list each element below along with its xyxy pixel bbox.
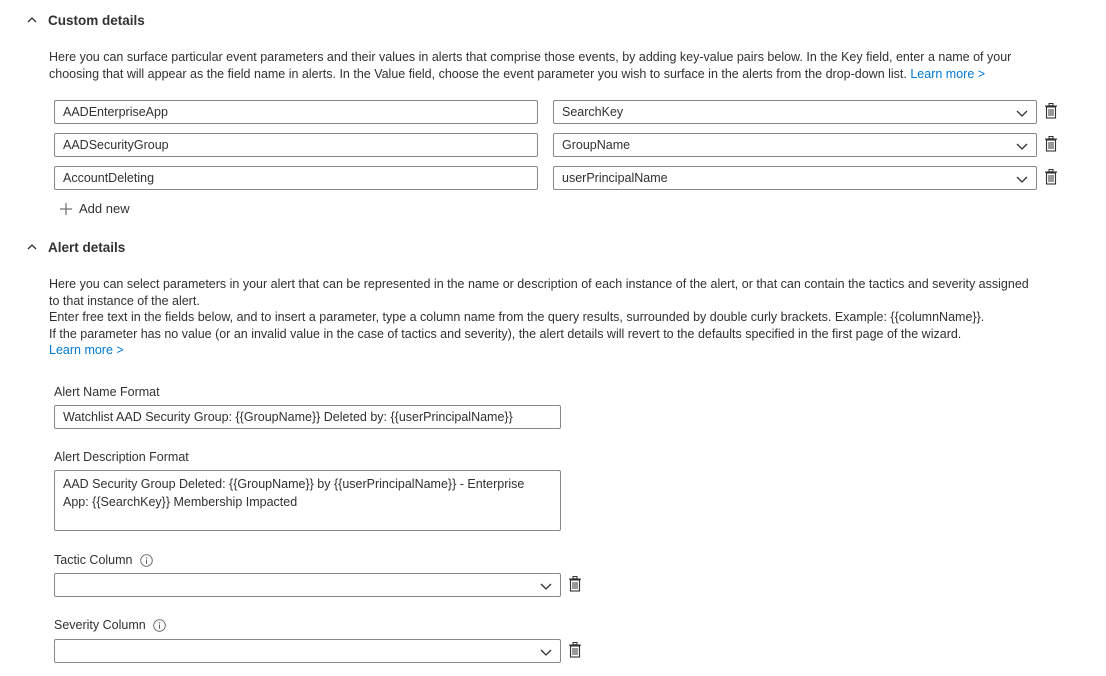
chevron-down-icon (1016, 107, 1028, 119)
alert-description-format-textarea[interactable] (54, 470, 561, 531)
alert-details-description-line3: Enter free text in the fields below, and to insert a parameter, type a column name from the query results, surrounded by double curly brackets. Example: {{columnName}}. (49, 310, 985, 324)
tactic-column-label (54, 553, 153, 567)
custom-details-description-line1: Here you can surface particular event parameters and their values in alerts that comprise those events, by adding key-value pairs below. In the Key field, enter a name of your (49, 50, 1012, 64)
delete-row-2-trash-icon[interactable] (1044, 136, 1058, 152)
info-icon[interactable] (140, 554, 153, 567)
chevron-down-icon (540, 646, 552, 658)
chevron-down-icon (540, 580, 552, 592)
info-icon[interactable] (153, 619, 166, 632)
delete-row-1-trash-icon[interactable] (1044, 103, 1058, 119)
custom-details-header[interactable] (22, 10, 145, 30)
alert-details-title: Alert details (48, 239, 126, 255)
custom-detail-value-dropdown-2[interactable] (553, 133, 1037, 157)
severity-column-dropdown[interactable] (54, 639, 561, 663)
alert-name-format-input[interactable]: Watchlist AAD Security Group: {{GroupName}} Deleted by: {{userPrincipalName}} (54, 405, 561, 429)
custom-details-learn-more-link[interactable]: Learn more > (910, 66, 986, 81)
chevron-up-icon (22, 237, 42, 257)
alert-description-format-label: Alert Description Format (54, 450, 189, 464)
alert-details-description-line1: Here you can select parameters in your alert that can be represented in the name or description of each instance of the alert, or that can contain the tactics and severity assigned (49, 277, 1029, 291)
custom-detail-value-1: SearchKey (562, 105, 624, 119)
custom-detail-value-3: userPrincipalName (562, 171, 668, 185)
custom-details-description (49, 49, 1089, 82)
alert-details-description (49, 276, 1099, 359)
chevron-down-icon (1016, 140, 1028, 152)
add-new-button[interactable] (59, 201, 130, 216)
custom-details-title: Custom details (48, 12, 145, 28)
delete-row-3-trash-icon[interactable] (1044, 169, 1058, 185)
chevron-up-icon (22, 10, 42, 30)
alert-details-learn-more-link[interactable]: Learn more > (49, 343, 124, 357)
tactic-column-dropdown[interactable] (54, 573, 561, 597)
custom-detail-key-input-3[interactable]: AccountDeleting (54, 166, 538, 190)
tactic-column-label-text: Tactic Column (54, 553, 133, 567)
alert-name-format-label: Alert Name Format (54, 385, 160, 399)
custom-detail-value-dropdown-1[interactable] (553, 100, 1037, 124)
severity-column-label-text: Severity Column (54, 618, 146, 632)
custom-detail-value-2: GroupName (562, 138, 631, 152)
chevron-down-icon (1016, 173, 1028, 185)
alert-description-format-line1: AAD Security Group Deleted: {{GroupName}} by {{userPrincipalName}} - Enterprise (63, 477, 525, 491)
alert-details-description-line2: to that instance of the alert. (49, 293, 200, 308)
delete-tactic-trash-icon[interactable] (568, 576, 582, 592)
custom-detail-key-input-1[interactable]: AADEnterpriseApp (54, 100, 538, 124)
add-new-label: Add new (79, 201, 130, 216)
custom-detail-key-input-2[interactable]: AADSecurityGroup (54, 133, 538, 157)
alert-details-header[interactable] (22, 237, 125, 257)
alert-details-description-line4: If the parameter has no value (or an invalid value in the case of tactics and severity), the alert details will revert to the defaults specified in the first page of the wizard. (49, 326, 962, 341)
alert-description-format-line2: App: {{SearchKey}} Membership Impacted (63, 495, 298, 509)
delete-severity-trash-icon[interactable] (568, 642, 582, 658)
custom-detail-value-dropdown-3[interactable] (553, 166, 1037, 190)
plus-icon (59, 202, 73, 216)
severity-column-label (54, 618, 166, 632)
custom-details-description-line2: choosing that will appear as the field name in alerts. In the Value field, choose the event parameter you wish to surface in the alerts from the drop-down list. (49, 66, 911, 81)
